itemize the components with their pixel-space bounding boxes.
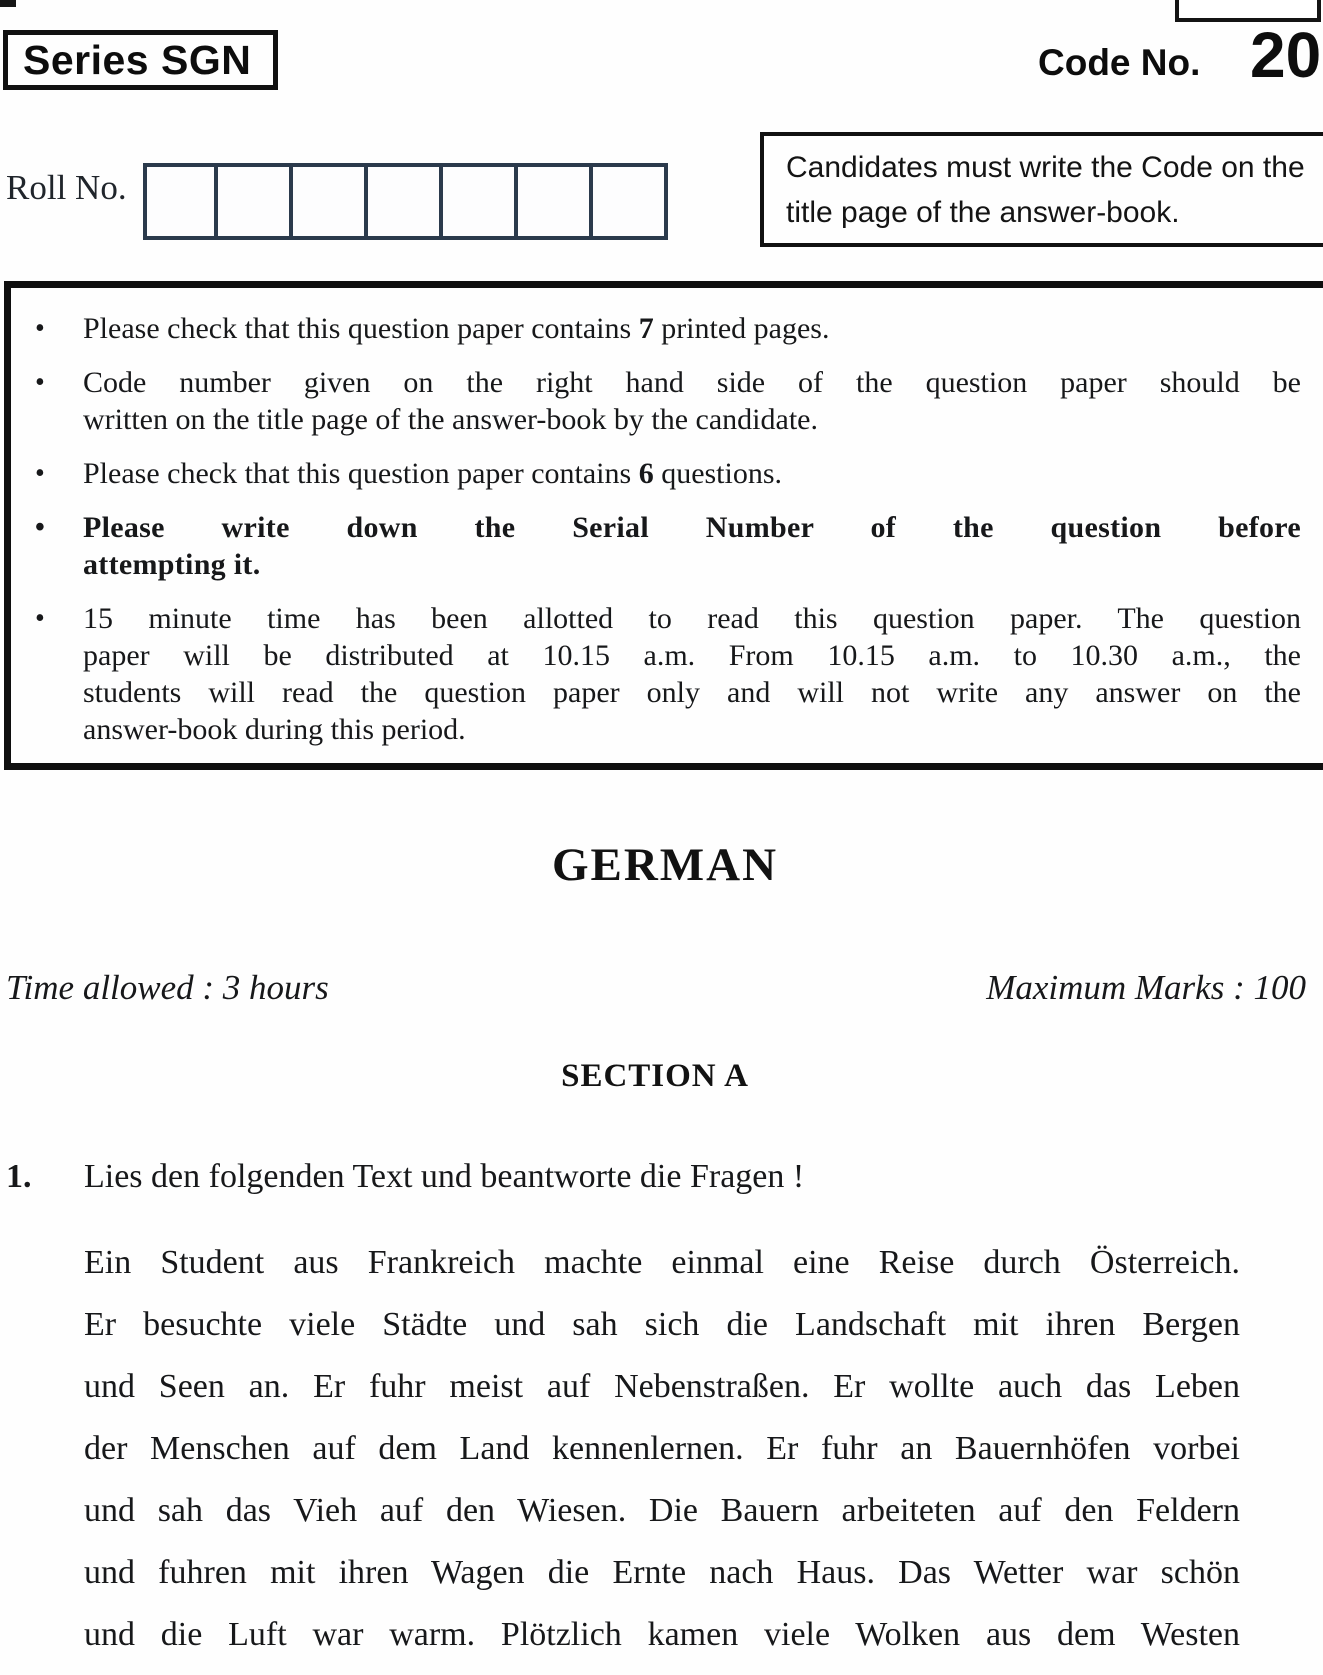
code-no-label: Code No. [1038, 42, 1201, 83]
question-number: 1. [6, 1158, 32, 1195]
roll-no-cell [218, 163, 293, 240]
meta-row [6, 968, 1306, 1008]
bullet-icon: • [35, 313, 45, 344]
passage-line: Ein Student aus Frankreich machte einmal eine Reise durch Österreich. [84, 1244, 1240, 1281]
passage-line: und sah das Vieh auf den Wiesen. Die Bauern arbeiteten auf den Feldern [84, 1492, 1240, 1529]
instruction-text: Please check that this question paper contains 6 questions. [83, 457, 783, 490]
paper-title: GERMAN [551, 839, 779, 891]
question-text: Lies den folgenden Text und beantworte die Fragen ! [84, 1158, 805, 1195]
instruction-item [29, 364, 1303, 438]
roll-no-grid [143, 163, 668, 240]
bullet-icon: • [35, 512, 46, 543]
instruction-item [29, 310, 1303, 347]
roll-no-cell [443, 163, 518, 240]
roll-no-label: Roll No. [6, 168, 127, 207]
bullet-icon: • [35, 603, 45, 634]
roll-no-cell [368, 163, 443, 240]
section-heading: SECTION A [561, 1058, 749, 1094]
instruction-item [29, 509, 1303, 583]
series-badge [3, 30, 278, 90]
passage [84, 1243, 1240, 1675]
passage-line: und fuhren mit ihren Wagen die Ernte nach Haus. Das Wetter war schön [84, 1554, 1240, 1591]
scan-corner-mark [0, 0, 16, 7]
roll-no-cell [518, 163, 593, 240]
passage-line: und die Luft war warm. Plötzlich kamen viele Wolken aus dem Westen [84, 1616, 1240, 1653]
candidates-note-line: Candidates must write the Code on the [786, 151, 1305, 184]
instruction-text: Please check that this question paper contains 7 printed pages. [83, 312, 830, 345]
series-label: Series SGN [23, 36, 252, 83]
passage-line: und Seen an. Er fuhr meist auf Nebenstraßen. Er wollte auch das Leben [84, 1368, 1240, 1405]
instruction-text: Please write down the Serial Number of the question before attempting it. [83, 511, 1301, 581]
roll-no-cell [143, 163, 218, 240]
code-no-value: 20 [1250, 19, 1322, 91]
roll-no-cell [293, 163, 368, 240]
question-1 [6, 1158, 1308, 1196]
candidates-note-box [760, 132, 1323, 247]
maximum-marks: Maximum Marks : 100 [986, 968, 1306, 1007]
passage-line: Er besuchte viele Städte und sah sich die Landschaft mit ihren Bergen [84, 1306, 1240, 1343]
bullet-icon: • [35, 367, 45, 398]
instruction-item [29, 600, 1303, 748]
roll-no-cell [593, 163, 668, 240]
instruction-text: 15 minute time has been allotted to read this question paper. The question paper will be distributed at 10.15 a.m. From 10.15 a.m. to 10.30 a.m., the students will read the question paper only and will not write any answer on the answer-book during this period. [83, 602, 1301, 746]
instruction-item [29, 455, 1303, 492]
time-allowed: Time allowed : 3 hours [6, 968, 329, 1007]
instructions-box [4, 281, 1323, 770]
passage-line: der Menschen auf dem Land kennenlernen. Er fuhr an Bauernhöfen vorbei [84, 1430, 1240, 1467]
instruction-text: Code number given on the right hand side of the question paper should be written on the title page of the answer-book by the candidate. [83, 366, 1301, 436]
candidates-note-line: title page of the answer-book. [786, 196, 1180, 229]
bullet-icon: • [35, 458, 45, 489]
